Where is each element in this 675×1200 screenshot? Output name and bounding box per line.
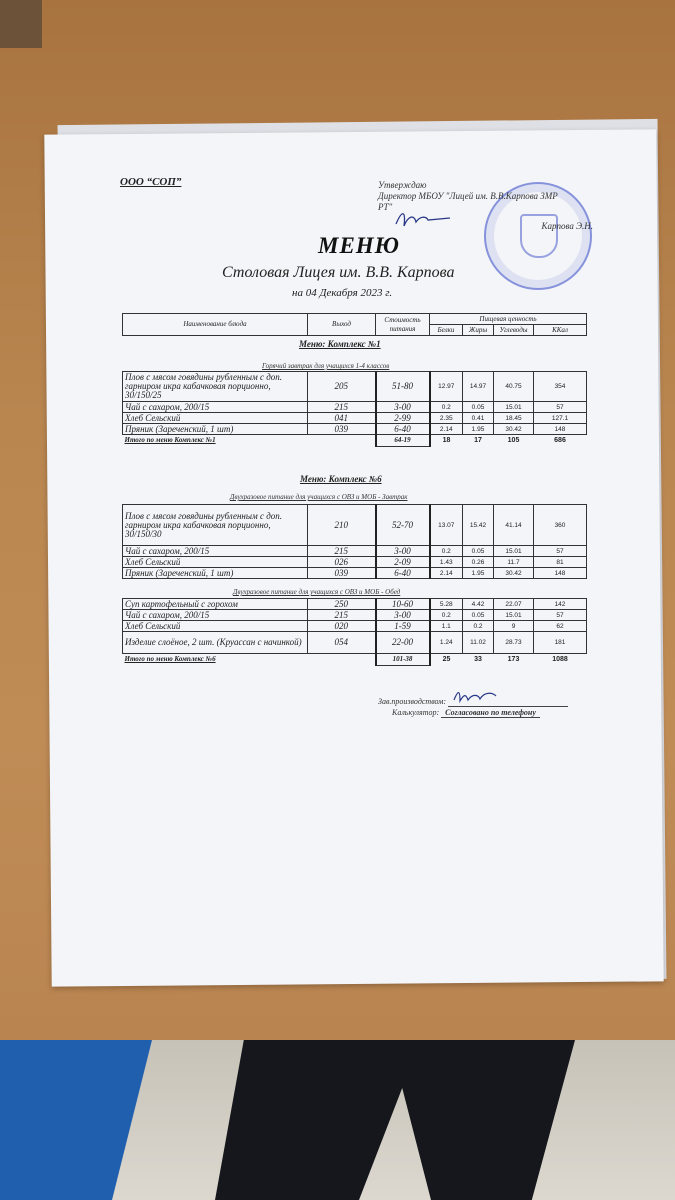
dish-fat: 1.95 xyxy=(463,568,494,579)
total-label: Итого по меню Комплекс №1 xyxy=(123,435,308,447)
dish-output: 210 xyxy=(308,505,376,546)
total-row xyxy=(123,435,587,447)
dish-protein: 1.43 xyxy=(430,557,463,568)
col-fat-header: Жиры xyxy=(463,325,494,336)
dish-carbs: 41.14 xyxy=(494,505,534,546)
col-output-header: Выход xyxy=(308,314,376,336)
dish-output: 215 xyxy=(308,546,376,557)
dish-cost: 3-00 xyxy=(376,546,430,557)
dish-name: Хлеб Сельский xyxy=(123,413,308,424)
dish-fat: 0.05 xyxy=(463,610,494,621)
dish-output: 041 xyxy=(308,413,376,424)
dish-output: 215 xyxy=(308,402,376,413)
dish-name: Пряник (Зареченский, 1 шт) xyxy=(123,568,308,579)
total-kcal: 686 xyxy=(534,435,587,447)
dish-protein: 0.2 xyxy=(430,610,463,621)
complex1-table xyxy=(122,371,587,447)
calculator-label: Калькулятор: xyxy=(392,708,440,717)
page-title: МЕНЮ xyxy=(318,233,400,258)
table-row xyxy=(123,568,587,579)
dish-output: 205 xyxy=(308,372,376,402)
col-name-header: Наименование блюда xyxy=(123,314,308,336)
approval-line: Директор МБОУ "Лицей им. В.В.Карпова ЗМР xyxy=(378,191,558,201)
dish-carbs: 15.01 xyxy=(494,610,534,621)
table-row xyxy=(123,424,587,435)
box-corner xyxy=(0,0,42,48)
dish-name: Чай с сахаром, 200/15 xyxy=(123,546,308,557)
dish-cost: 3-00 xyxy=(376,402,430,413)
dish-output: 039 xyxy=(308,424,376,435)
total-carbs: 105 xyxy=(494,435,534,447)
table-row xyxy=(123,610,587,621)
dish-fat: 1.95 xyxy=(463,424,494,435)
dish-protein: 1.1 xyxy=(430,621,463,632)
dish-protein: 2.14 xyxy=(430,568,463,579)
dish-cost: 22-00 xyxy=(376,632,430,654)
total-output-empty xyxy=(308,435,376,447)
dish-kcal: 360 xyxy=(534,505,587,546)
canteen-name: Столовая Лицея им. В.В. Карпова xyxy=(222,264,455,281)
table-row xyxy=(123,372,587,402)
dish-output: 039 xyxy=(308,568,376,579)
dish-name: Хлеб Сельский xyxy=(123,557,308,568)
complex1-title: Меню: Комплекс №1 xyxy=(299,339,381,349)
dish-protein: 5.28 xyxy=(430,599,463,610)
dish-protein: 13.07 xyxy=(430,505,463,546)
table-row xyxy=(123,505,587,546)
dish-carbs: 30.42 xyxy=(494,424,534,435)
complex6-lunch-title: Двухразовое питание для учащихся с ОВЗ и МОБ - Обед xyxy=(233,588,401,596)
dish-carbs: 15.01 xyxy=(494,546,534,557)
dish-protein: 1.24 xyxy=(430,632,463,654)
dish-cost: 2-09 xyxy=(376,557,430,568)
dish-protein: 0.2 xyxy=(430,546,463,557)
menu-header-table xyxy=(122,313,587,336)
dish-kcal: 148 xyxy=(534,568,587,579)
col-nutrition-header: Пищевая ценность xyxy=(430,314,587,325)
dish-name: Чай с сахаром, 200/15 xyxy=(123,402,308,413)
dish-carbs: 40.75 xyxy=(494,372,534,402)
total-row xyxy=(123,654,587,666)
dish-carbs: 15.01 xyxy=(494,402,534,413)
dish-name: Суп картофельный с горохом xyxy=(123,599,308,610)
dish-cost: 52-70 xyxy=(376,505,430,546)
dish-protein: 2.14 xyxy=(430,424,463,435)
table-row xyxy=(123,632,587,654)
col-cost-header: Стоимость питания xyxy=(376,314,430,336)
table-row xyxy=(123,557,587,568)
dish-kcal: 354 xyxy=(534,372,587,402)
dish-name: Хлеб Сельский xyxy=(123,621,308,632)
production-manager-line xyxy=(378,688,568,707)
dish-kcal: 81 xyxy=(534,557,587,568)
dish-fat: 11.02 xyxy=(463,632,494,654)
dish-fat: 0.41 xyxy=(463,413,494,424)
dish-carbs: 28.73 xyxy=(494,632,534,654)
complex6-breakfast-table xyxy=(122,504,587,579)
dish-output: 026 xyxy=(308,557,376,568)
total-protein: 25 xyxy=(430,654,463,666)
dish-output: 215 xyxy=(308,610,376,621)
dish-output: 250 xyxy=(308,599,376,610)
complex6-title: Меню: Комплекс №6 xyxy=(300,474,382,484)
table-row xyxy=(123,599,587,610)
dish-name: Пряник (Зареченский, 1 шт) xyxy=(123,424,308,435)
total-cost: 64-19 xyxy=(376,435,430,447)
dish-cost: 3-00 xyxy=(376,610,430,621)
dish-carbs: 11.7 xyxy=(494,557,534,568)
dish-protein: 12.97 xyxy=(430,372,463,402)
dish-kcal: 57 xyxy=(534,402,587,413)
director-name: Карпова Э.Н. xyxy=(541,221,593,231)
dish-cost: 6-40 xyxy=(376,424,430,435)
production-manager-label: Зав.производством: xyxy=(378,697,447,706)
organization-name: ООО “СОП” xyxy=(120,176,182,188)
total-cost: 101-38 xyxy=(376,654,430,666)
dish-output: 054 xyxy=(308,632,376,654)
calculator-line xyxy=(392,708,540,718)
total-label: Итого по меню Комплекс №6 xyxy=(123,654,308,666)
menu-date: на 04 Декабря 2023 г. xyxy=(292,287,393,299)
dish-name: Чай с сахаром, 200/15 xyxy=(123,610,308,621)
production-signature-icon xyxy=(452,688,500,704)
dish-kcal: 62 xyxy=(534,621,587,632)
complex1-meal-title: Горячий завтрак для учащихся 1-4 классов xyxy=(262,362,390,370)
dish-cost: 51-80 xyxy=(376,372,430,402)
dish-carbs: 22.07 xyxy=(494,599,534,610)
dish-output: 020 xyxy=(308,621,376,632)
dish-cost: 10-60 xyxy=(376,599,430,610)
table-row xyxy=(123,546,587,557)
total-protein: 18 xyxy=(430,435,463,447)
dish-fat: 0.2 xyxy=(463,621,494,632)
dish-kcal: 57 xyxy=(534,546,587,557)
dish-carbs: 18.45 xyxy=(494,413,534,424)
dish-cost: 6-40 xyxy=(376,568,430,579)
director-signature-icon xyxy=(392,206,454,232)
col-carbs-header: Углеводы xyxy=(494,325,534,336)
dish-protein: 0.2 xyxy=(430,402,463,413)
dish-fat: 14.97 xyxy=(463,372,494,402)
table-row xyxy=(123,402,587,413)
dish-carbs: 30.42 xyxy=(494,568,534,579)
dish-protein: 2.35 xyxy=(430,413,463,424)
dish-name: Плов с мясом говядины рубленным с доп. гарниром икра кабачковая порционно, 30/150/25 xyxy=(123,372,308,402)
dish-cost: 1-59 xyxy=(376,621,430,632)
complex6-lunch-table xyxy=(122,598,587,666)
dish-kcal: 148 xyxy=(534,424,587,435)
dish-kcal: 127.1 xyxy=(534,413,587,424)
col-kcal-header: ККал xyxy=(534,325,587,336)
dish-carbs: 9 xyxy=(494,621,534,632)
dish-fat: 4.42 xyxy=(463,599,494,610)
dish-kcal: 57 xyxy=(534,610,587,621)
dish-name: Плов с мясом говядины рубленным с доп. гарниром икра кабачковая порционно, 30/150/30 xyxy=(123,505,308,546)
dish-kcal: 181 xyxy=(534,632,587,654)
approval-line: РТ" xyxy=(378,202,393,212)
dish-name: Изделие слоёное, 2 шт. (Круассан с начинкой) xyxy=(123,632,308,654)
dish-cost: 2-99 xyxy=(376,413,430,424)
production-manager-signature xyxy=(448,688,568,707)
total-fat: 17 xyxy=(463,435,494,447)
dish-kcal: 142 xyxy=(534,599,587,610)
approval-line: Утверждаю xyxy=(378,180,427,190)
dish-fat: 0.05 xyxy=(463,546,494,557)
total-kcal: 1088 xyxy=(534,654,587,666)
table-row xyxy=(123,413,587,424)
dish-fat: 0.05 xyxy=(463,402,494,413)
table-row xyxy=(123,621,587,632)
total-fat: 33 xyxy=(463,654,494,666)
col-protein-header: Белки xyxy=(430,325,463,336)
total-carbs: 173 xyxy=(494,654,534,666)
calculator-value: Согласовано по телефону xyxy=(441,708,540,718)
dish-fat: 15.42 xyxy=(463,505,494,546)
total-output-empty xyxy=(308,654,376,666)
dish-fat: 0.26 xyxy=(463,557,494,568)
complex6-breakfast-title: Двухразовое питание для учащихся с ОВЗ и МОБ - Завтрак xyxy=(230,493,408,501)
